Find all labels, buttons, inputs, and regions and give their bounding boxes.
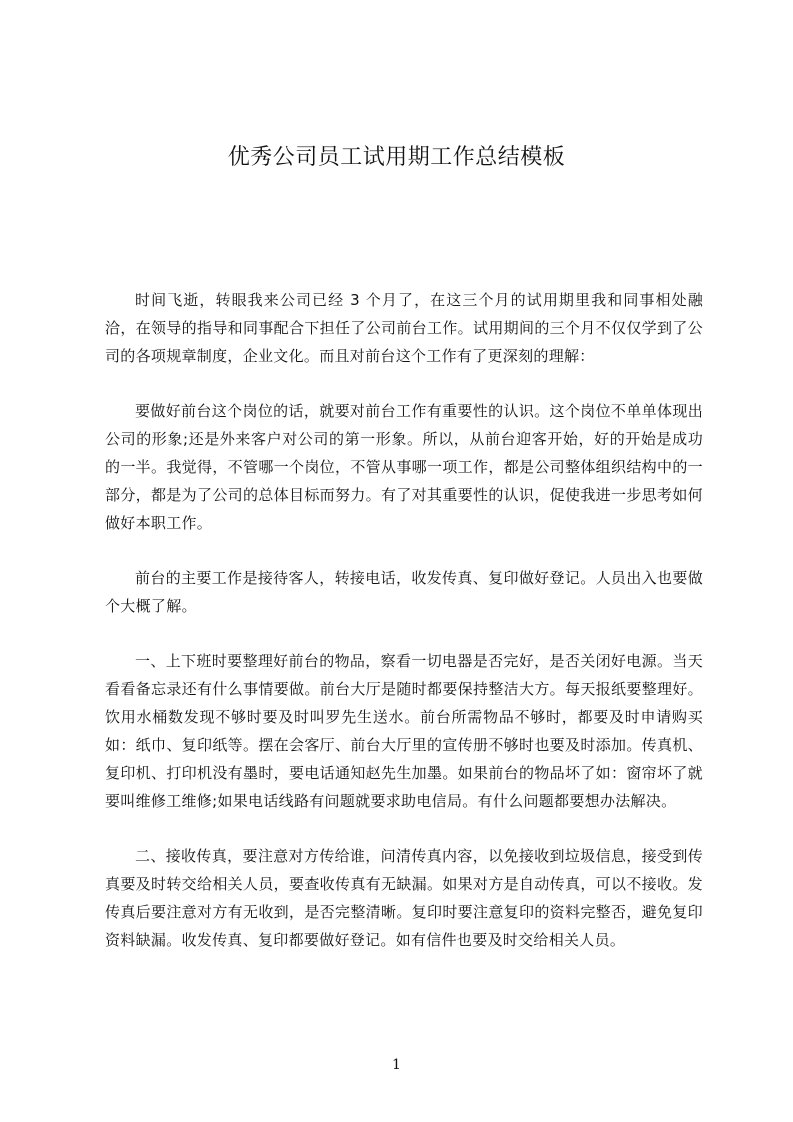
document-body [105, 286, 703, 981]
page-title: 优秀公司员工试用期工作总结模板 [227, 145, 566, 170]
paragraph-3: 前台的主要工作是接待客人，转接电话，收发传真、复印做好登记。人员出入也要做个大概了解。 [105, 569, 703, 615]
paragraph-4: 一、上下班时要整理好前台的物品，察看一切电器是否完好，是否关闭好电源。当天看看备忘录还有什么事情要做。前台大厅是随时都要保持整洁大方。每天报纸要整理好。饮用水桶数发现不够时要及时叫罗先生送水。前台所需物品不够时，都要及时申请购买如：纸巾、复印纸等。摆在会客厅、前台大厅里的宣传册不够时也要及时添加。传真机、复印机、打印机没有墨时，要电话通知赵先生加墨。如果前台的物品坏了如：窗帘坏了就要叫维修工维修;如果电话线路有问题就要求助电信局。有什么问题都要想办法解决。 [105, 652, 703, 810]
paragraph-2: 要做好前台这个岗位的话，就要对前台工作有重要性的认识。这个岗位不单单体现出公司的形象;还是外来客户对公司的第一形象。所以，从前台迎客开始，好的开始是成功的一半。我觉得，不管哪一个岗位，不管从事哪一项工作，都是公司整体组织结构中的一部分，都是为了公司的总体目标而努力。有了对其重要性的认识，促使我进一步思考如何做好本职工作。 [105, 402, 703, 532]
paragraph-1: 时间飞逝，转眼我来公司已经 3 个月了，在这三个月的试用期里我和同事相处融洽，在领导的指导和同事配合下担任了公司前台工作。试用期间的三个月不仅仅学到了公司的各项规章制度，企业文化。而且对前台这个工作有了更深刻的理解： [105, 291, 703, 365]
page-number: 1 [392, 1057, 401, 1073]
paragraph-5: 二、接收传真，要注意对方传给谁，问清传真内容，以免接收到垃圾信息，接受到传真要及时转交给相关人员，要查收传真有无缺漏。如果对方是自动传真，可以不接收。发传真后要注意对方有无收到，是否完整清晰。复印时要注意复印的资料完整否，避免复印资料缺漏。收发传真、复印都要做好登记。如有信件也要及时交给相关人员。 [105, 847, 703, 949]
